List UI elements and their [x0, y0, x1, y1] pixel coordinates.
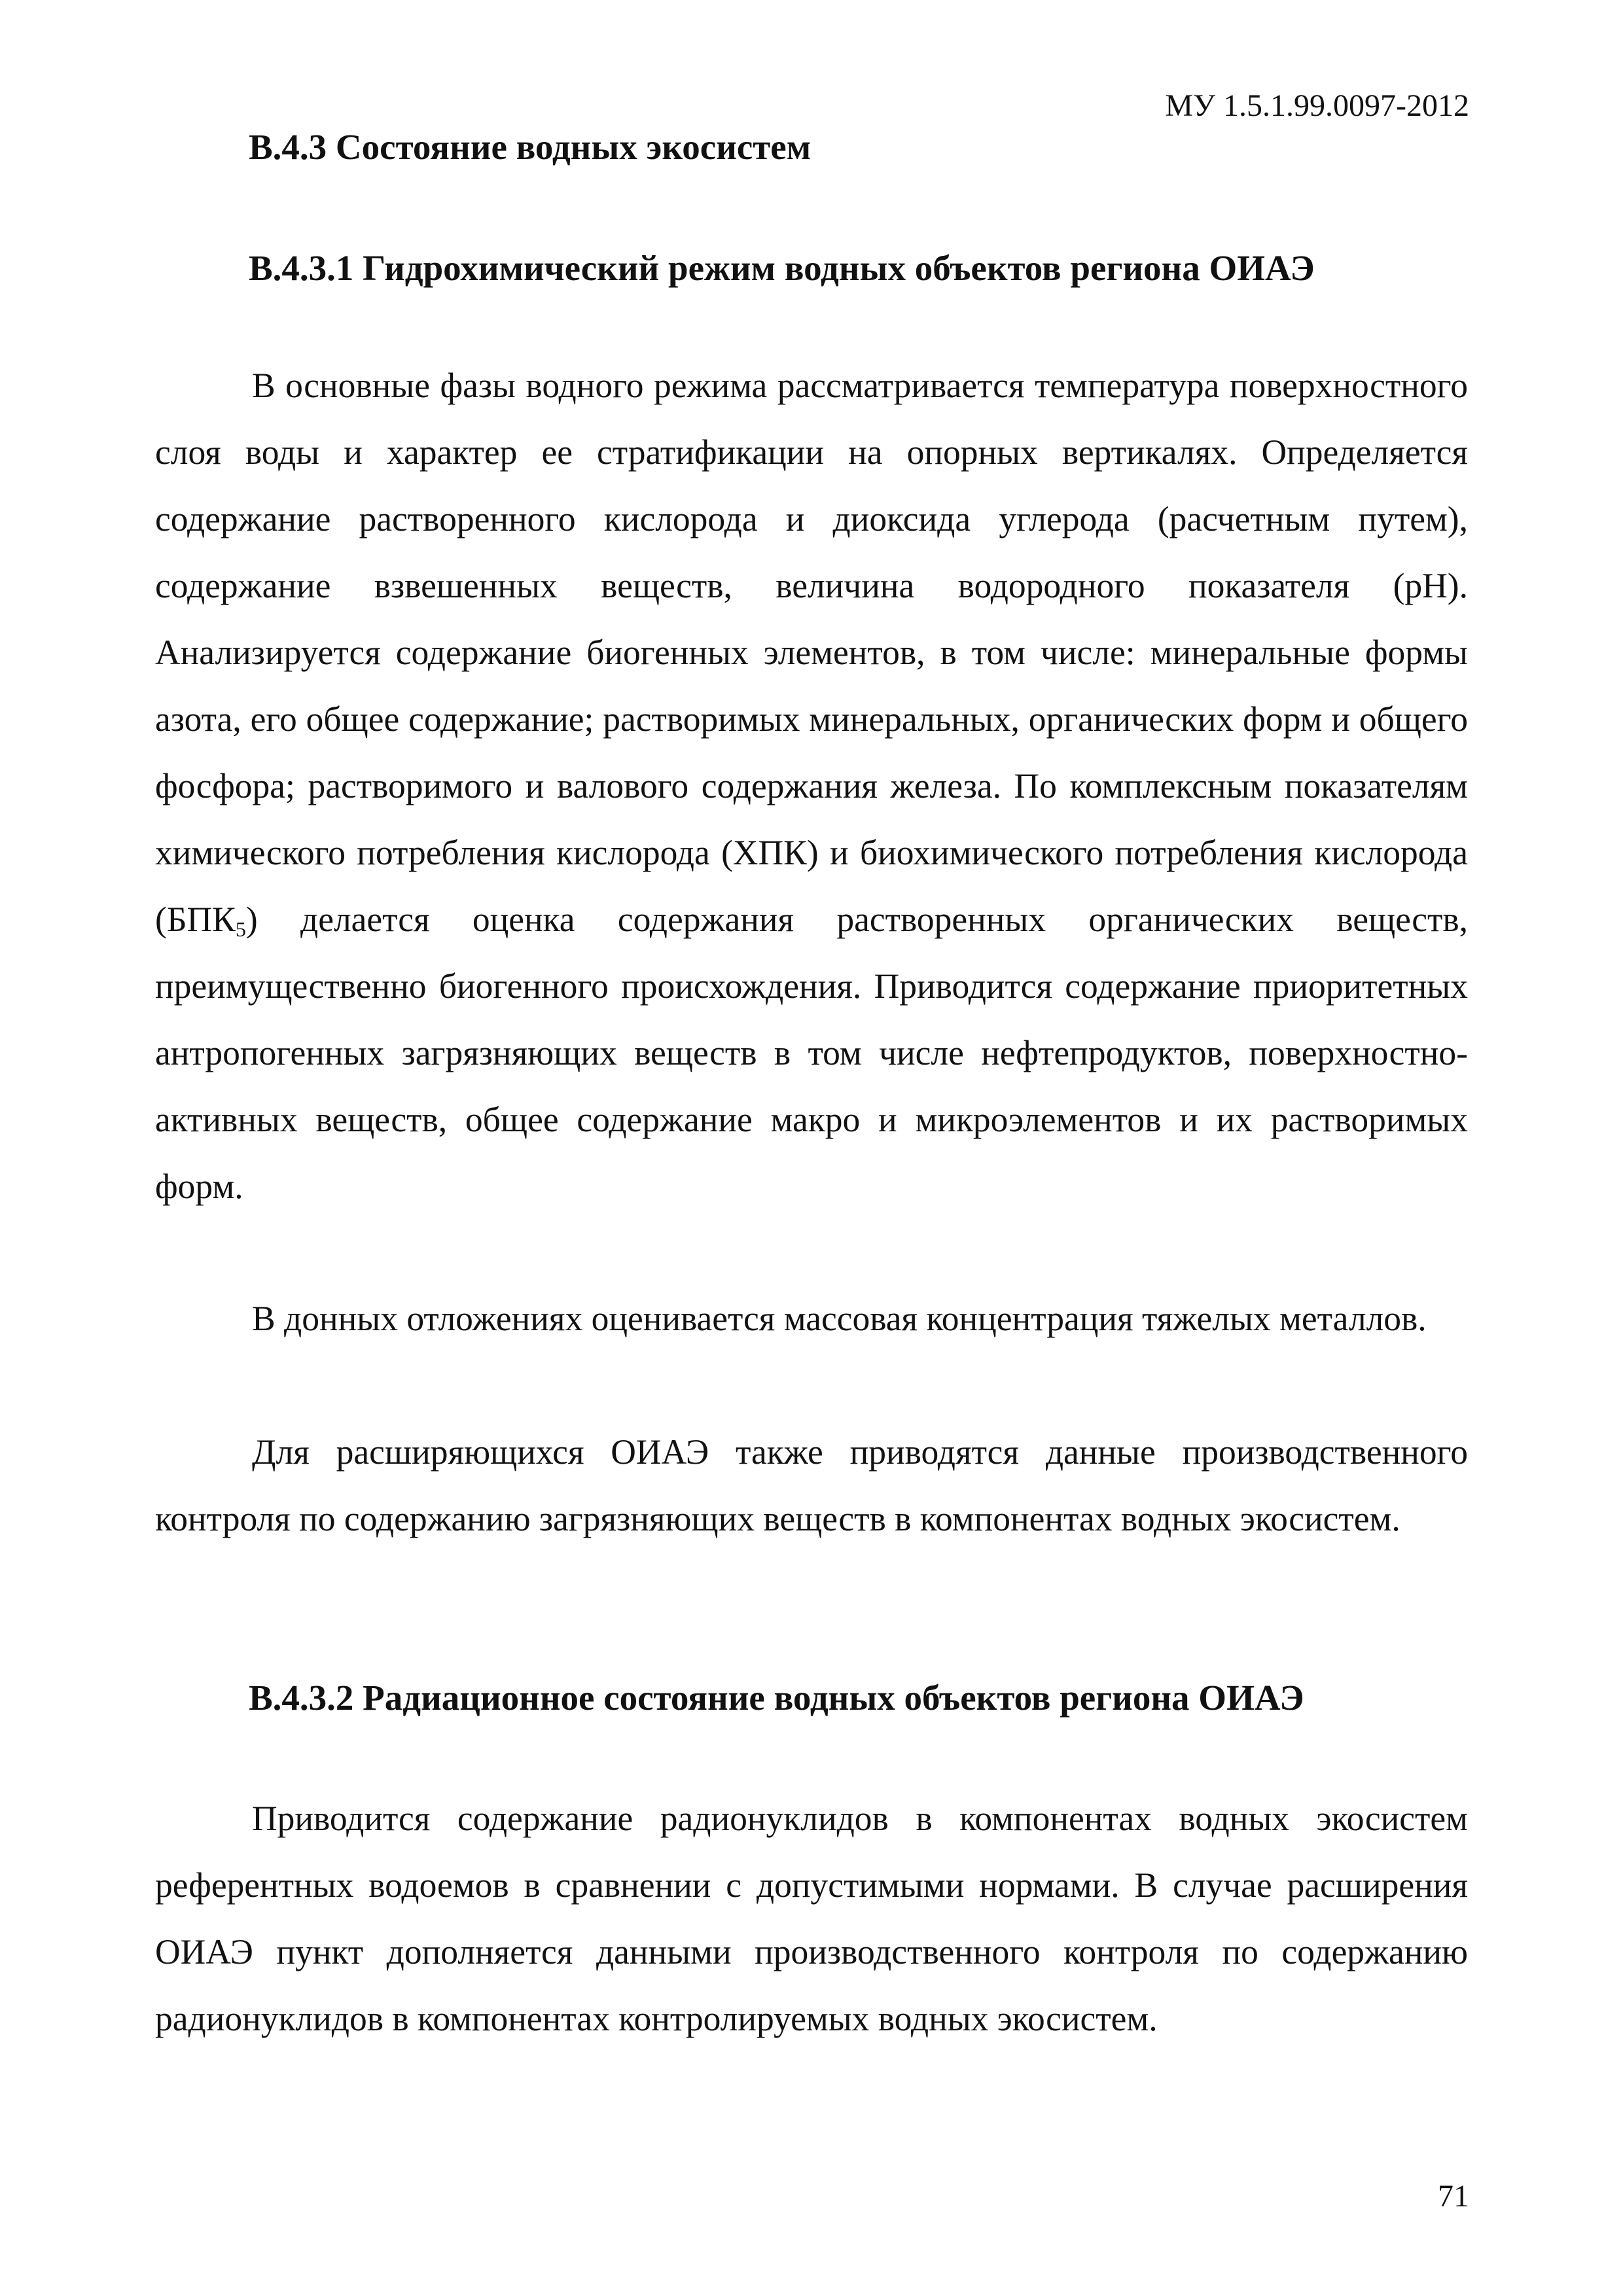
document-code: МУ 1.5.1.99.0097-2012	[1165, 88, 1469, 123]
section-heading: В.4.3 Состояние водных экосистем	[249, 127, 812, 167]
paragraph-text-part1: В основные фазы водного режима рассматривается температура поверхностного слоя воды и характер ее стратификации на опорных вертикалях. Определяется содержание растворенного кислорода и диоксида углерода (расчетным путем), содержание взвешенных веществ, величина водородного показателя (pH). Анализируется содержание биогенных элементов, в том числе: минеральные формы азота, его общее содержание; растворимых минеральных, органических форм и общего фосфора; растворимого и валового содержания железа. По комплексным показателям химического потребления кислорода (ХПК) и биохимического потребления кислорода (БПК	[155, 366, 1468, 939]
paragraph-hydrochemical-regime	[155, 352, 1468, 1220]
subscript-5: 5	[235, 917, 246, 942]
paragraph-bottom-sediments: В донных отложениях оценивается массовая концентрация тяжелых металлов.	[252, 1299, 1427, 1338]
paragraph-expanding-oiae: Для расширяющихся ОИАЭ также приводятся данные производственного контроля по содержанию загрязняющих веществ в компонентах водных экосистем.	[155, 1432, 1468, 1538]
subsection-heading-radiation: В.4.3.2 Радиационное состояние водных объектов региона ОИАЭ	[249, 1678, 1304, 1718]
page-number: 71	[1438, 2179, 1469, 2214]
subsection-heading-hydrochemical: В.4.3.1 Гидрохимический режим водных объектов региона ОИАЭ	[249, 248, 1315, 288]
paragraph-text-part2: ) делается оценка содержания растворенных органических веществ, преимущественно биогенного происхождения. Приводится содержание приоритетных антропогенных загрязняющих веществ в том числе нефтепродуктов, поверхностно-активных веществ, общее содержание макро и микроэлементов и их растворимых форм.	[155, 900, 1468, 1206]
paragraph-radionuclides: Приводится содержание радионуклидов в компонентах водных экосистем референтных водоемов в сравнении с допустимыми нормами. В случае расширения ОИАЭ пункт дополняется данными производственного контроля по содержанию радионуклидов в компонентах контролируемых водных экосистем.	[155, 1799, 1468, 2038]
